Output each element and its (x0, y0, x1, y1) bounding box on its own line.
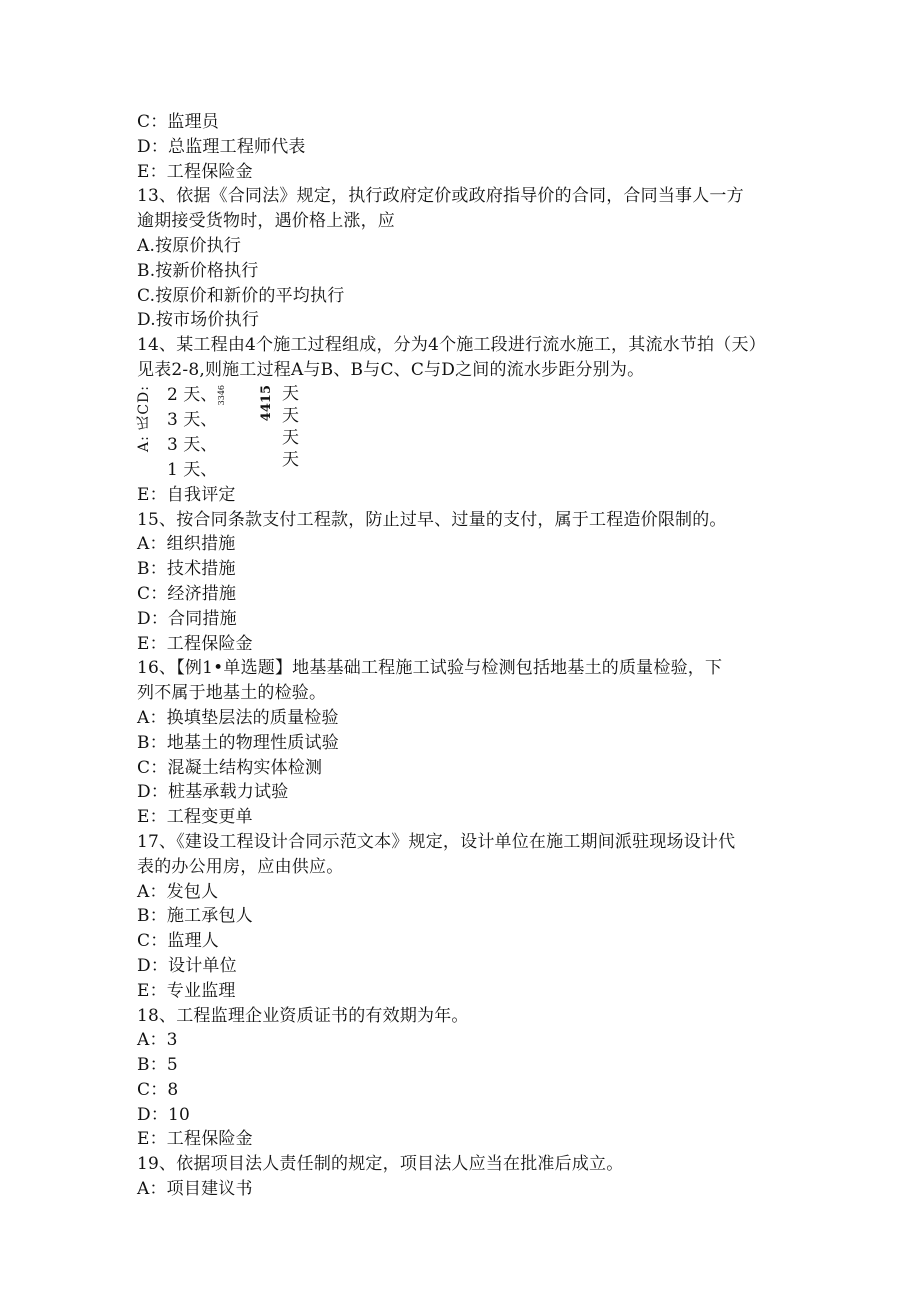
option-d: D：10 (137, 1104, 191, 1125)
garbled-day-item: 3 天、 (167, 409, 218, 430)
question-13-line-2: 逾期接受货物时，遇价格上涨，应 (137, 211, 395, 232)
option-b: B：施工承包人 (137, 906, 253, 927)
garbled-tian-item: 天 (282, 405, 299, 426)
option-b: B：地基土的物理性质试验 (137, 732, 339, 753)
option-a: A.按原价执行 (137, 235, 242, 256)
question-17-line-1: 17、《建设工程设计合同示范文本》规定，设计单位在施工期间派驻现场设计代 (137, 831, 736, 852)
text-line: E：工程保险金 (137, 161, 253, 182)
question-16-line-1: 16、【例1•单选题】地基基础工程施工试验与检测包括地基土的质量检验，下 (137, 658, 723, 679)
question-15: 15、按合同条款支付工程款，防止过早、过量的支付，属于工程造价限制的。 (137, 509, 727, 530)
garbled-day-item: 3 天、 (167, 434, 218, 455)
option-e: E：工程保险金 (137, 1129, 253, 1150)
option-b: B：技术措施 (137, 559, 236, 580)
option-c: C：混凝土结构实体检测 (137, 757, 323, 778)
question-16-line-2: 列不属于地基土的检验。 (137, 683, 327, 704)
garbled-day-item: 2 天、 (167, 384, 218, 405)
option-a: A：发包人 (137, 881, 219, 902)
option-e: E：专业监理 (137, 980, 236, 1001)
text-block-bottom (137, 483, 797, 1202)
text-block-top (137, 110, 797, 383)
garbled-day-item: 1 天、 (167, 459, 218, 480)
garbled-options-block (137, 383, 797, 483)
option-a: A：组织措施 (137, 534, 236, 555)
garbled-days-column (167, 383, 217, 483)
garbled-tiny-digits: 3346 (217, 384, 226, 406)
question-19: 19、依据项目法人责任制的规定，项目法人应当在批准后成立。 (137, 1154, 624, 1175)
text-line: C：监理员 (137, 112, 220, 132)
garbled-tian-item: 天 (282, 449, 299, 470)
option-e: E：工程保险金 (137, 633, 253, 654)
option-b: B：5 (137, 1055, 178, 1076)
question-14-line-2: 见表2-8,则施工过程A与B、B与C、C与D之间的流水步距分别为。 (137, 359, 645, 380)
question-17-line-2: 表的办公用房，应由供应。 (137, 856, 344, 877)
option-b: B.按新价格执行 (137, 260, 259, 281)
option-e: E：工程变更单 (137, 807, 253, 828)
option-c: C.按原价和新价的平均执行 (137, 285, 345, 306)
document-page (137, 110, 797, 1202)
garbled-option-letters: A: 氐CD: (136, 384, 152, 452)
garbled-vertical-numbers: 4415 (259, 384, 274, 421)
option-d: D：合同措施 (137, 608, 237, 629)
option-c: C：监理人 (137, 931, 220, 952)
question-13-line-1: 13、依据《合同法》规定，执行政府定价或政府指导价的合同，合同当事人一方 (137, 186, 744, 207)
garbled-tian-item: 天 (282, 427, 299, 448)
garbled-tian-item: 天 (282, 383, 299, 404)
option-d: D.按市场价执行 (137, 310, 260, 331)
option-a: A：3 (137, 1030, 178, 1051)
question-18: 18、工程监理企业资质证书的有效期为年。 (137, 1005, 469, 1026)
option-d: D：设计单位 (137, 955, 237, 976)
option-a: A：换填垫层法的质量检验 (137, 707, 339, 728)
option-a: A：项目建议书 (137, 1179, 253, 1200)
garbled-tian-column (282, 383, 299, 471)
option-e: E：自我评定 (137, 484, 236, 505)
option-c: C：8 (137, 1079, 179, 1100)
option-d: D：桩基承载力试验 (137, 782, 289, 803)
option-c: C：经济措施 (137, 583, 237, 604)
question-14-line-1: 14、某工程由4个施工过程组成，分为4个施工段进行流水施工，其流水节拍（天） (137, 335, 766, 356)
text-line: D：总监理工程师代表 (137, 136, 306, 157)
